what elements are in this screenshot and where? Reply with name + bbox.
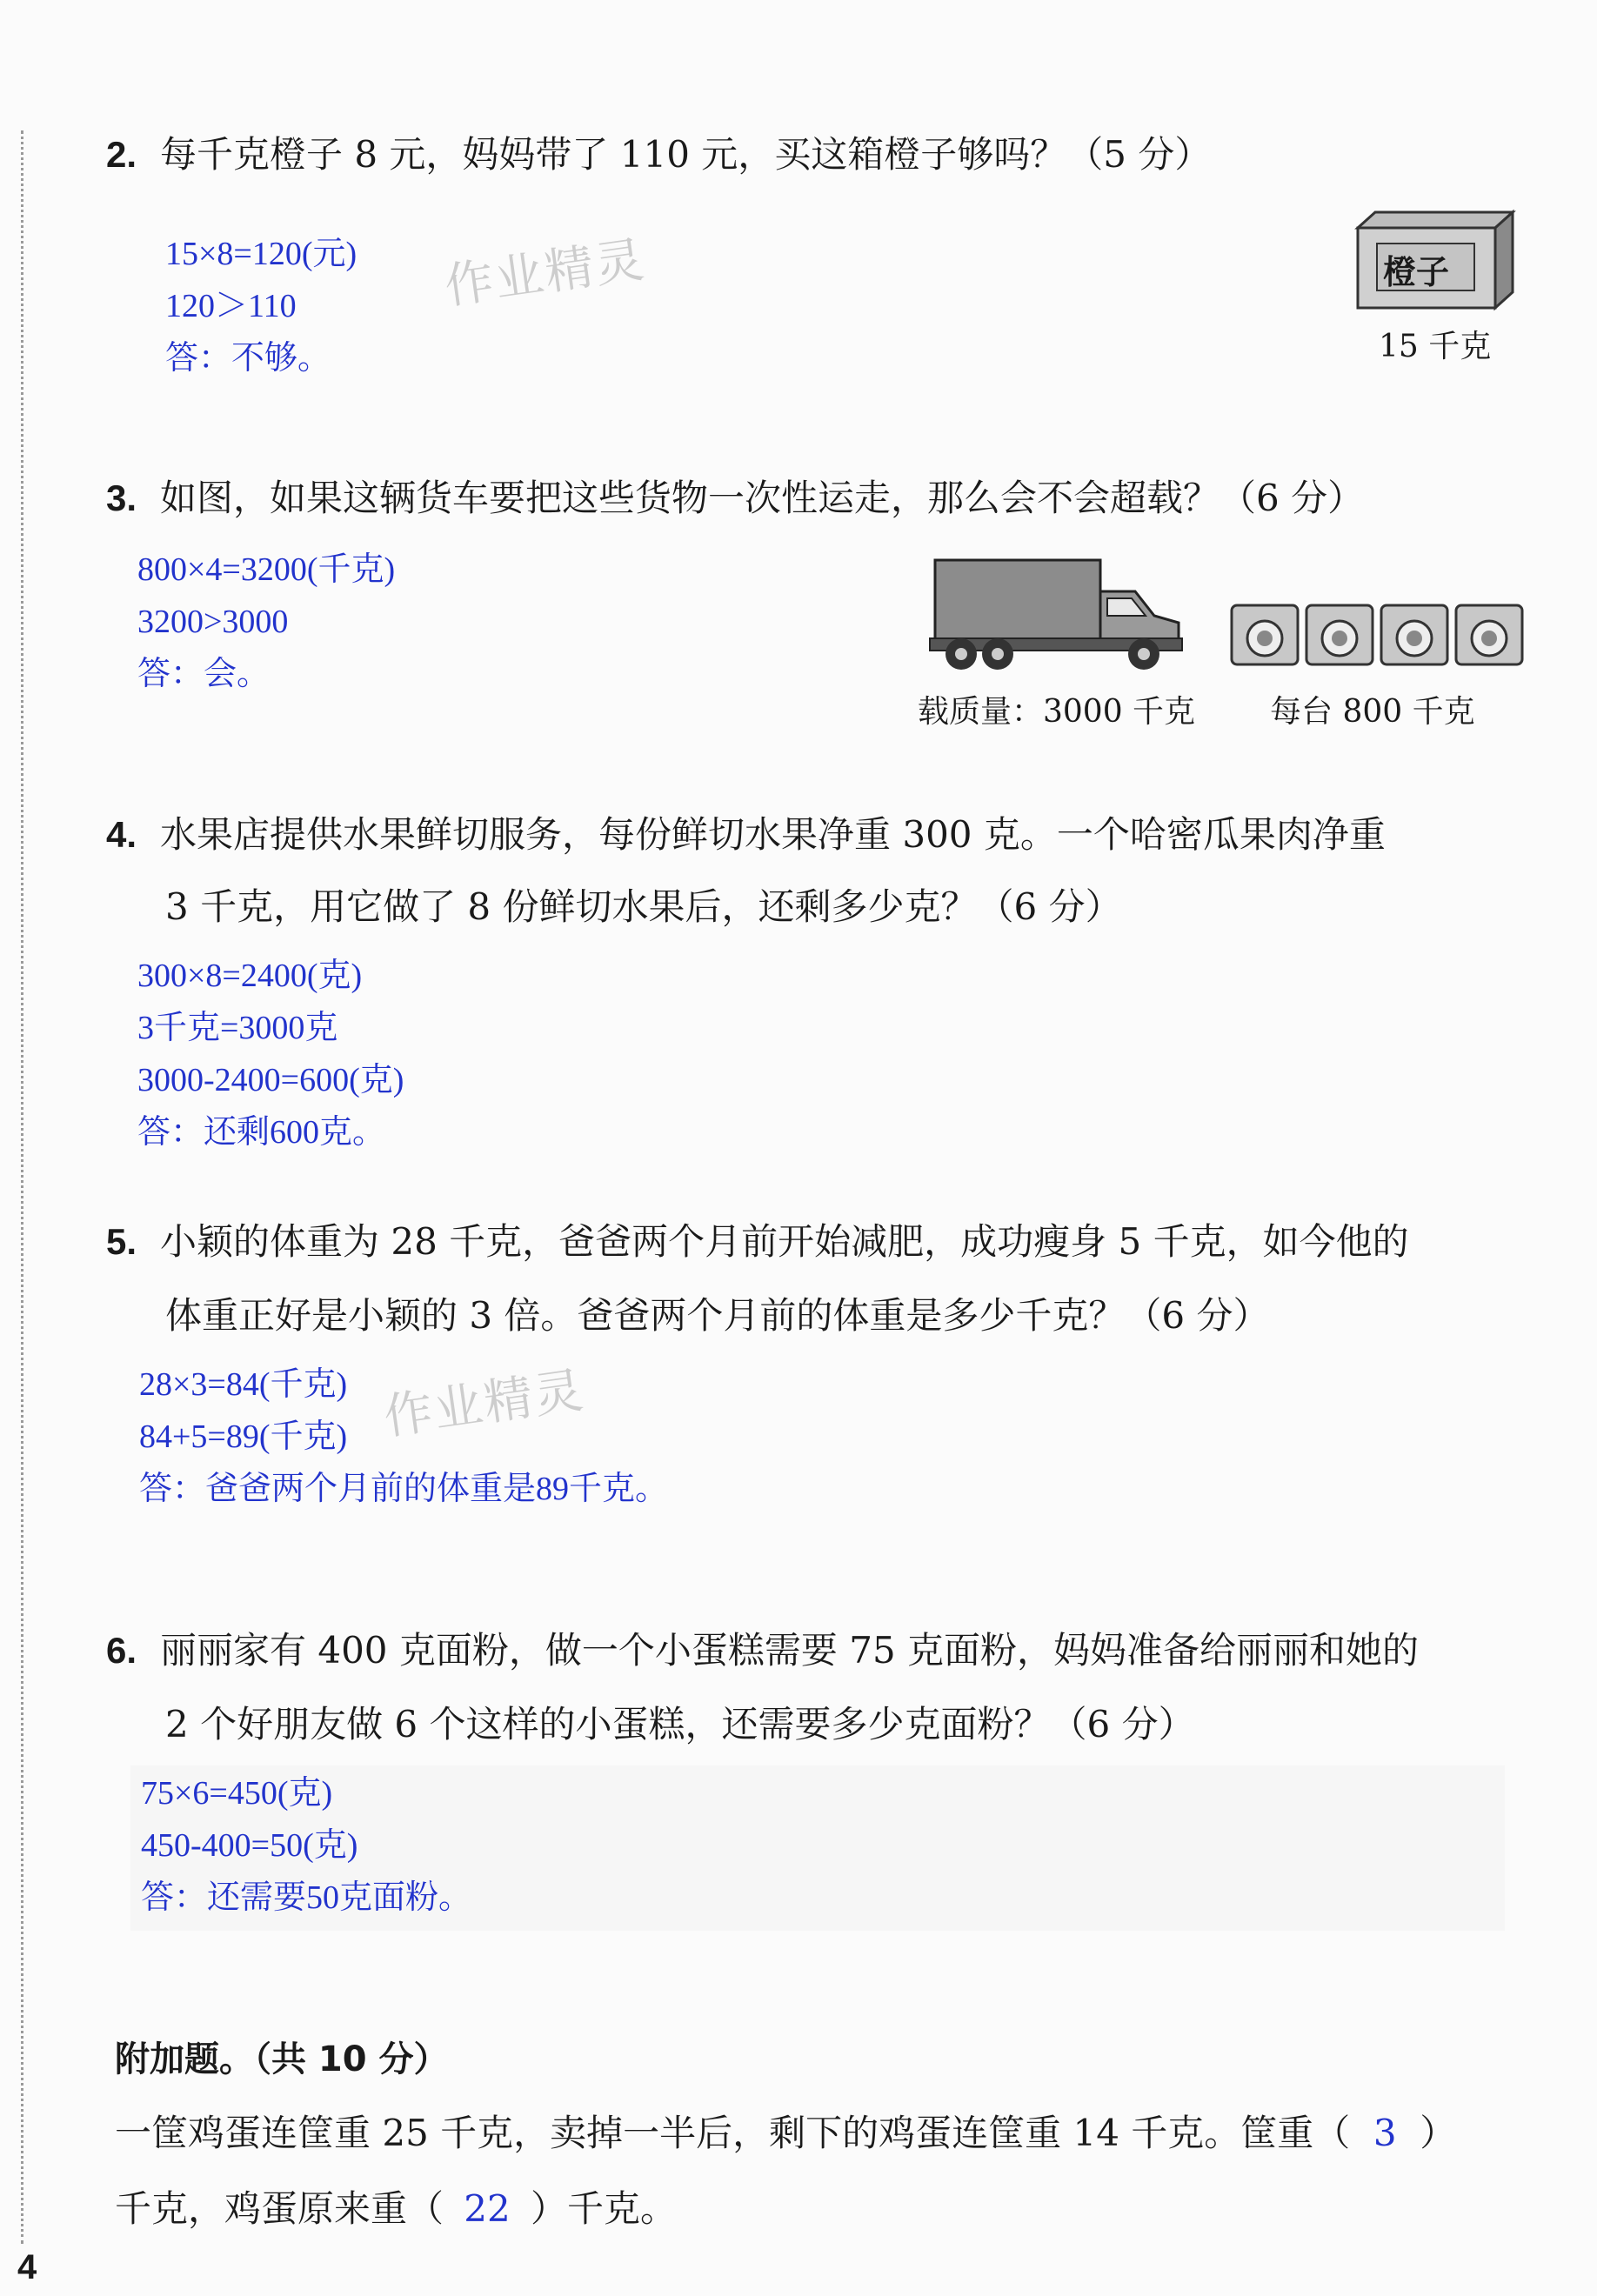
question-number: 2. (106, 134, 137, 175)
answer-line: 答：还需要50克面粉。 (141, 1879, 472, 1916)
bonus-line2 (115, 2185, 677, 2233)
question-5-line2: 体重正好是小颖的 3 倍。爸爸两个月前的体重是多少千克？（6 分） (165, 1294, 1270, 1337)
fill-blank-answer: 22 (464, 2187, 511, 2230)
fill-blank-answer: 3 (1373, 2112, 1397, 2154)
answer-line: 答：还剩600克。 (137, 1114, 386, 1151)
answer-line: 84+5=89(千克) (139, 1418, 348, 1455)
answer-line: 3千克=3000克 (137, 1010, 338, 1046)
washing-machines-illustration (1226, 600, 1557, 670)
answer-2 (165, 228, 357, 384)
box-caption: 15 千克 (1379, 329, 1492, 364)
bonus-title: 附加题。（共 10 分） (115, 2039, 449, 2079)
answer-line: 答：爸爸两个月前的体重是89千克。 (139, 1471, 669, 1507)
question-number: 6. (106, 1630, 137, 1671)
question-4-line2: 3 千克，用它做了 8 份鲜切水果后，还剩多少克？（6 分） (165, 885, 1122, 928)
page-number: 4 (17, 2248, 37, 2286)
watermark: 作业精灵 (441, 231, 650, 316)
bonus-line1 (115, 2109, 1456, 2158)
question-number: 5. (106, 1221, 137, 1262)
question-5-line1 (106, 1218, 1409, 1266)
bonus-text: 一筐鸡蛋连筐重 25 千克，卖掉一半后，剩下的鸡蛋连筐重 14 千克。筐重（ (115, 2112, 1351, 2154)
question-text: 如图，如果这辆货车要把这些货物一次性运走，那么会不会超载？（6 分） (160, 477, 1365, 519)
question-6-line2: 2 个好朋友做 6 个这样的小蛋糕，还需要多少克面粉？（6 分） (165, 1703, 1195, 1745)
answer-line: 450-400=50(克) (141, 1827, 358, 1864)
answer-6 (141, 1767, 471, 1924)
answer-line: 28×3=84(千克) (139, 1366, 348, 1403)
truck-illustration (926, 548, 1187, 678)
answer-4 (137, 950, 404, 1158)
answer-line: 120＞110 (165, 288, 297, 324)
question-text: 丽丽家有 400 克面粉，做一个小蛋糕需要 75 克面粉，妈妈准备给丽丽和她的 (160, 1629, 1420, 1672)
question-4-line1 (106, 811, 1386, 859)
question-3 (106, 474, 1364, 523)
watermark: 作业精灵 (380, 1362, 589, 1446)
bonus-text: ） (1420, 2112, 1457, 2154)
truck-caption: 载质量：3000 千克 (918, 694, 1196, 730)
answer-line: 答：会。 (137, 656, 271, 692)
question-number: 3. (106, 477, 137, 518)
question-text: 水果店提供水果鲜切服务，每份鲜切水果净重 300 克。一个哈密瓜果肉净重 (160, 813, 1386, 856)
answer-line: 75×6=450(克) (141, 1775, 333, 1812)
washer-caption: 每台 800 千克 (1270, 694, 1475, 730)
washing-machine-icon (1381, 605, 1447, 664)
washing-machine-icon (1456, 605, 1522, 664)
bonus-text: 千克，鸡蛋原来重（ (115, 2187, 444, 2230)
washing-machine-icon (1306, 605, 1373, 664)
bonus-text: ）千克。 (531, 2187, 678, 2230)
answer-line: 800×4=3200(千克) (137, 551, 396, 588)
question-text: 小颖的体重为 28 千克，爸爸两个月前开始减肥，成功瘦身 5 千克，如今他的 (160, 1220, 1409, 1263)
question-6-line1 (106, 1626, 1419, 1675)
box-label: 橙子 (1383, 253, 1450, 291)
answer-line: 15×8=120(元) (165, 236, 357, 272)
question-number: 4. (106, 814, 137, 855)
question-text: 每千克橙子 8 元，妈妈带了 110 元，买这箱橙子够吗？（5 分） (160, 133, 1212, 176)
answer-line: 300×8=2400(克) (137, 958, 363, 994)
answer-line: 答：不够。 (165, 340, 331, 377)
question-2 (106, 130, 1211, 179)
washing-machine-icon (1232, 605, 1298, 664)
answer-line: 3000-2400=600(克) (137, 1062, 404, 1098)
binding-dotted-line (21, 130, 23, 2244)
answer-line: 3200>3000 (137, 604, 289, 640)
answer-3 (137, 544, 395, 700)
